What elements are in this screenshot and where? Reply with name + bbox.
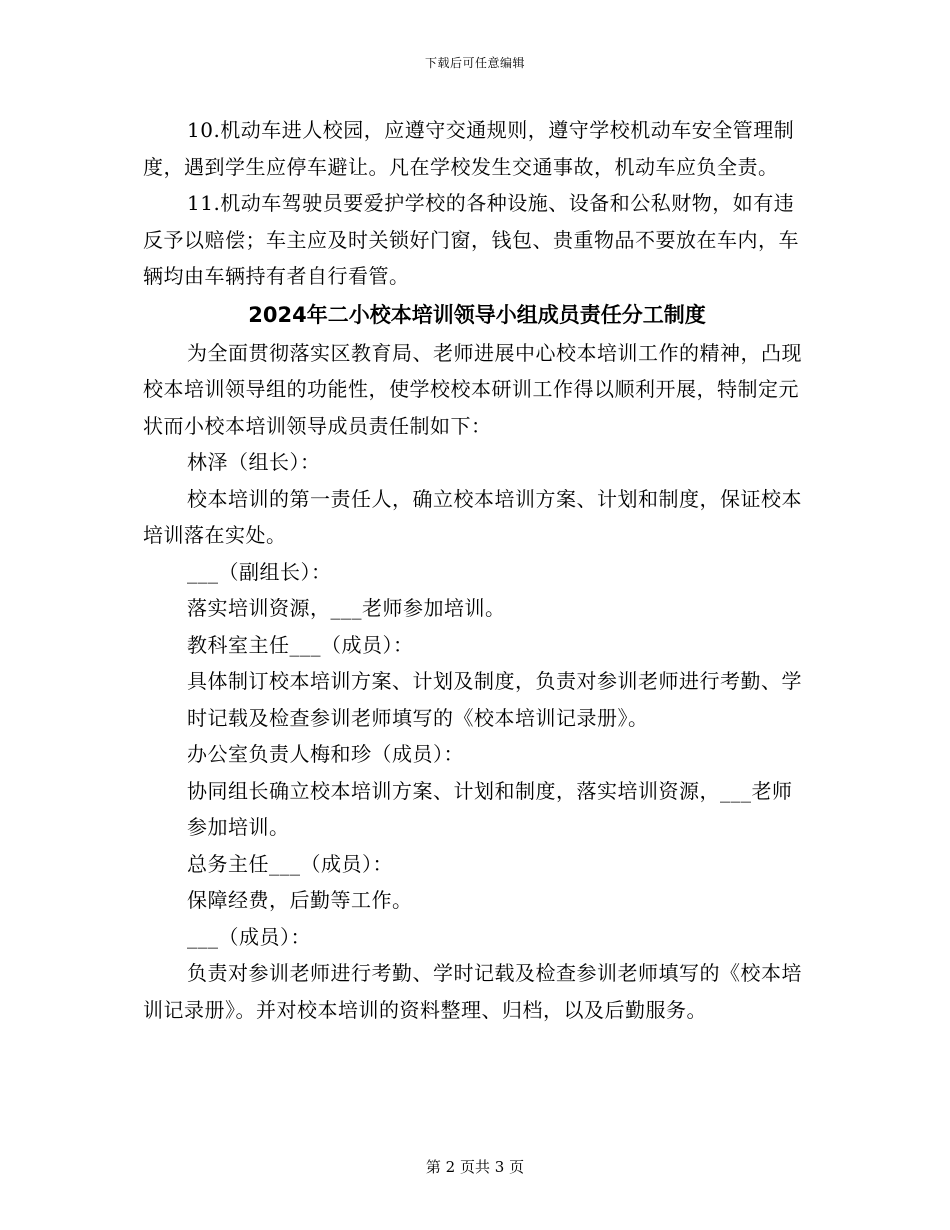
role-heading-general-office: 办公室负责人梅和珍（成员）：	[187, 742, 464, 766]
role-duty-member: 负责对参训老师进行考勤、学时记载及检查参训老师填写的《校本培训记录册》。并对校本培训的资料整理、归档，以及后勤服务。	[143, 961, 802, 1022]
role-duty-deputy: 落实培训资源，___老师参加培训。	[187, 596, 506, 620]
document-title: 2024年二小校本培训领导小组成员责任分工制度	[248, 302, 706, 327]
intro-paragraph: 为全面贯彻落实区教育局、老师进展中心校本培训工作的精神，凸现校本培训领导组的功能性，使学校校本研训工作得以顺利开展，特制定元状而小校本培训领导成员责任制如下：	[143, 340, 802, 438]
role-duty-general-office: 协同组长确立校本培训方案、计划和制度，落实培训资源，___老师参加培训。	[187, 778, 793, 839]
page-header: 下载后可任意编辑	[424, 56, 525, 70]
page-footer: 第 2 页共 3 页	[425, 1158, 525, 1176]
role-heading-leader: 林泽（组长）：	[187, 450, 321, 474]
role-heading-member: ___（成员）：	[187, 924, 311, 949]
paragraph-11: 11.机动车驾驶员要爱护学校的各种设施、设备和公私财物，如有违反予以赔偿；车主应及时关锁好门窗，钱包、贵重物品不要放在车内，车辆均由车辆持有者自行看管。	[143, 191, 799, 288]
document-body	[143, 112, 811, 1028]
role-duty-leader: 校本培训的第一责任人，确立校本培训方案、计划和制度，保证校本培训落在实处。	[143, 486, 802, 547]
role-heading-deputy: ___（副组长）：	[187, 559, 332, 584]
paragraph-10: 10.机动车进人校园，应遵守交通规则，遵守学校机动车安全管理制度，遇到学生应停车避让。凡在学校发生交通事故，机动车应负全责。	[143, 118, 795, 179]
role-heading-research-office: 教科室主任___（成员）：	[187, 632, 414, 657]
role-heading-logistics: 总务主任___（成员）：	[187, 851, 393, 876]
role-duty-research-office: 具体制订校本培训方案、计划及制度，负责对参训老师进行考勤、学时记载及检查参训老师填写的《校本培训记录册》。	[187, 669, 802, 730]
role-duty-logistics: 保障经费，后勤等工作。	[187, 888, 413, 912]
